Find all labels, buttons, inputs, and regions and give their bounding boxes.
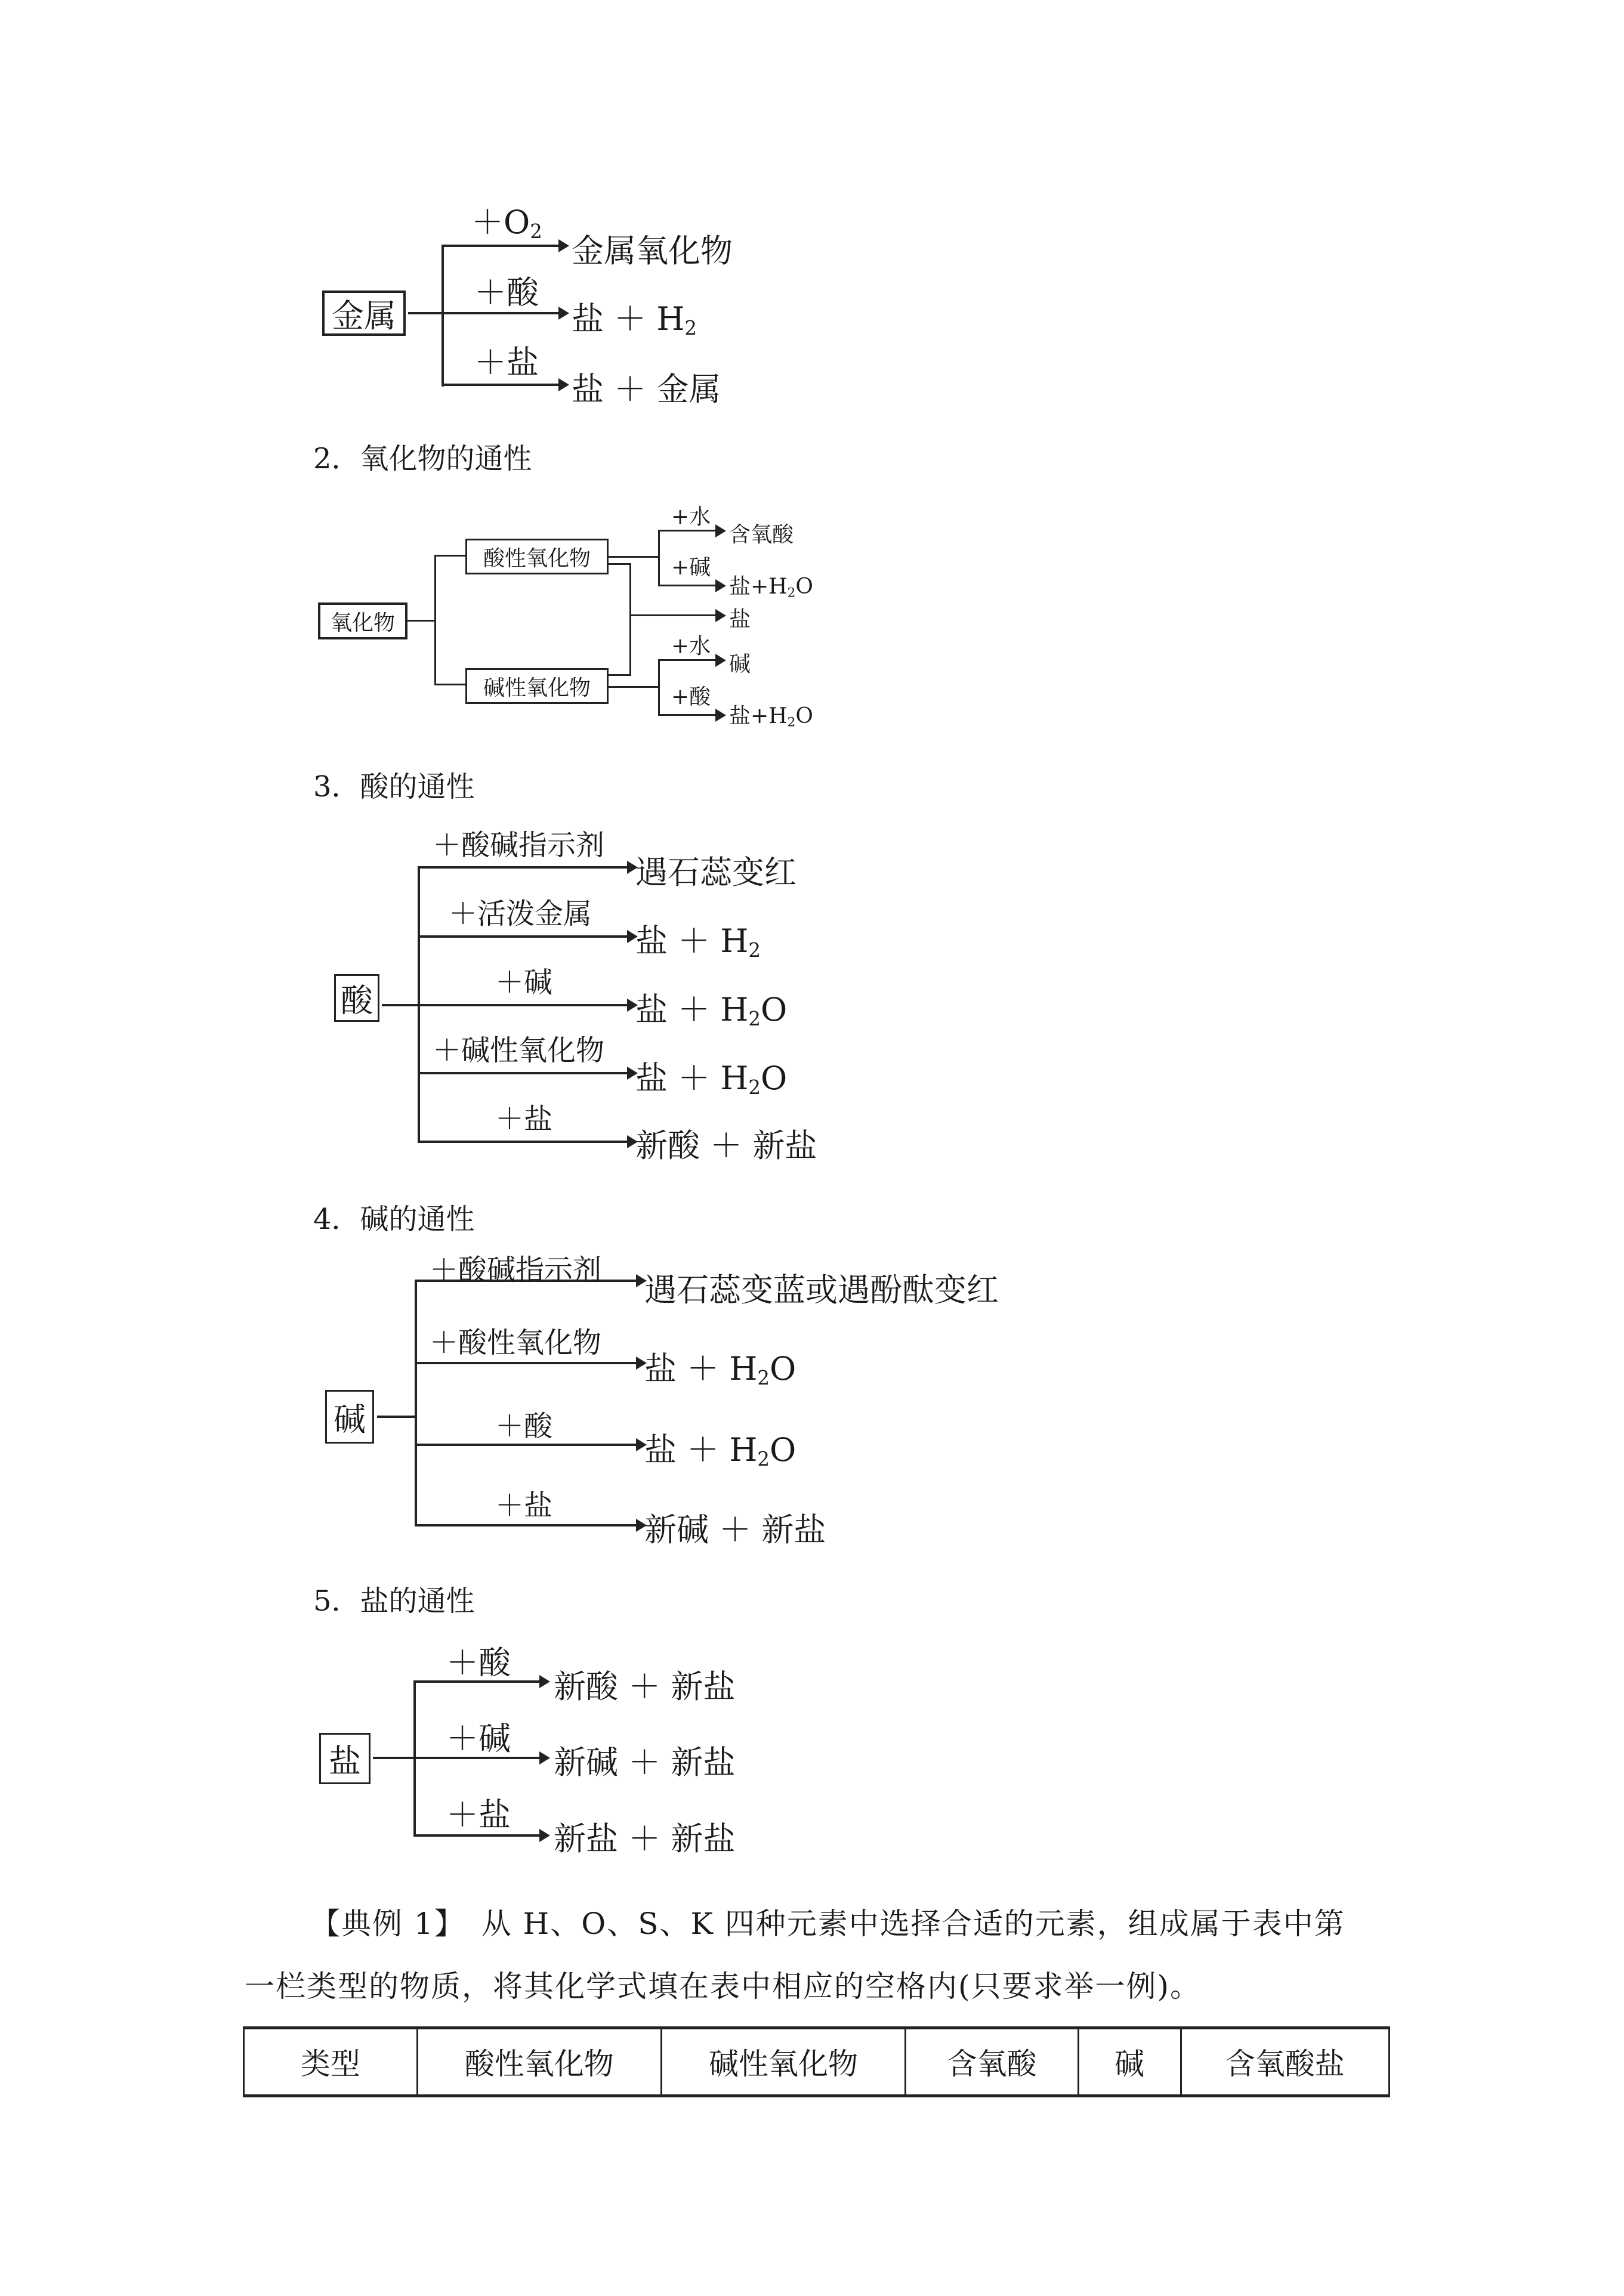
acid-arrow-4 bbox=[418, 1072, 629, 1074]
basic-stem bbox=[609, 686, 659, 688]
salt-product-3: 新盐 ＋ 新盐 bbox=[554, 1820, 736, 1858]
metal-reagent-3: ＋盐 bbox=[474, 344, 539, 381]
oxide-split-vertical bbox=[434, 555, 436, 685]
base-center-label: 碱 bbox=[334, 1400, 366, 1438]
example-line-2 bbox=[245, 1963, 1201, 2005]
base-product-1: 遇石蕊变蓝或遇酚酞变红 bbox=[644, 1271, 999, 1309]
acidic-reagent-water: +水 bbox=[671, 505, 711, 529]
acidic-product-salt-water: 盐$+H_2O$ bbox=[729, 574, 813, 601]
base-reagent-4: ＋盐 bbox=[495, 1489, 553, 1522]
acid-reagent-4: ＋碱性氧化物 bbox=[433, 1034, 605, 1067]
base-reagent-2: ＋酸性氧化物 bbox=[430, 1326, 602, 1359]
base-product-4: 新碱 ＋ 新盐 bbox=[644, 1511, 826, 1549]
mid-product-salt: 盐 bbox=[729, 607, 751, 632]
acid-reagent-3: ＋碱 bbox=[495, 966, 553, 999]
metal-center-box bbox=[322, 291, 406, 336]
acid-center-box bbox=[334, 974, 379, 1022]
table-header-oxyacid: 含氧酸 bbox=[906, 2028, 1079, 2096]
acidic-mid-connector bbox=[609, 563, 630, 565]
metal-arrow-3 bbox=[441, 384, 561, 386]
acid-center-label: 酸 bbox=[341, 981, 373, 1019]
salt-reagent-3: ＋盐 bbox=[446, 1796, 511, 1834]
acid-product-1: 遇石蕊变红 bbox=[635, 854, 796, 891]
base-stem bbox=[377, 1416, 416, 1418]
base-product-3: 盐 ＋ $H_2O$ bbox=[644, 1431, 796, 1471]
section-heading-acid: 3．酸的通性 bbox=[313, 770, 475, 804]
acid-arrow-1 bbox=[418, 866, 629, 869]
acid-reagent-5: ＋盐 bbox=[495, 1102, 553, 1136]
mid-arrow-salt bbox=[629, 614, 718, 616]
acid-stem bbox=[382, 1004, 419, 1006]
acidic-reagent-base: +碱 bbox=[671, 555, 711, 580]
acid-product-3: 盐 ＋ $H_2O$ bbox=[635, 991, 788, 1031]
base-trunk bbox=[415, 1280, 417, 1526]
metal-trunk-line bbox=[441, 245, 444, 387]
mid-vertical bbox=[629, 563, 631, 675]
metal-product-3: 盐 ＋ 金属 bbox=[572, 370, 721, 408]
salt-center-box bbox=[319, 1733, 371, 1784]
table-header-row bbox=[244, 2028, 1390, 2096]
salt-product-2: 新碱 ＋ 新盐 bbox=[554, 1744, 736, 1781]
table-header-oxysalt: 含氧酸盐 bbox=[1181, 2028, 1389, 2096]
oxide-root-box bbox=[318, 602, 407, 639]
table-header-acidic-oxide: 酸性氧化物 bbox=[417, 2028, 661, 2096]
acid-arrow-2 bbox=[418, 935, 629, 938]
example-line-1 bbox=[310, 1900, 1345, 1943]
example-tag: 【典例 1】 bbox=[310, 1906, 450, 1941]
section-heading-salt: 5．盐的通性 bbox=[313, 1584, 475, 1618]
acidic-stem bbox=[609, 556, 659, 558]
metal-center-label: 金属 bbox=[332, 296, 396, 335]
acidic-product-oxyacid: 含氧酸 bbox=[729, 523, 794, 547]
acid-reagent-1: ＋酸碱指示剂 bbox=[433, 829, 605, 862]
acid-arrow-5 bbox=[418, 1141, 629, 1143]
basic-product-salt-water: 盐$+H_2O$ bbox=[729, 704, 813, 730]
table-header-type: 类型 bbox=[244, 2028, 418, 2096]
section-heading-oxide: 2．氧化物的通性 bbox=[313, 442, 532, 475]
metal-stem-line bbox=[408, 312, 443, 314]
basic-product-base: 碱 bbox=[729, 652, 751, 676]
example-text-2: 一栏类型的物质，将其化学式填在表中相应的空格内(只要求举一例)。 bbox=[245, 1969, 1202, 2004]
base-center-box bbox=[325, 1390, 374, 1444]
metal-reagent-1: $+O_2$ bbox=[471, 203, 542, 243]
acidic-fork bbox=[658, 530, 660, 586]
oxide-root-stem bbox=[407, 620, 436, 622]
salt-product-1: 新酸 ＋ 新盐 bbox=[554, 1668, 736, 1705]
basic-reagent-water: +水 bbox=[671, 634, 711, 659]
acidic-arrow-base bbox=[658, 585, 718, 586]
salt-stem bbox=[373, 1757, 415, 1759]
salt-reagent-2: ＋碱 bbox=[446, 1720, 511, 1757]
basic-reagent-acid: +酸 bbox=[671, 685, 711, 709]
base-reagent-3: ＋酸 bbox=[495, 1410, 553, 1443]
basic-mid-connector bbox=[609, 674, 631, 676]
salt-reagent-1: ＋酸 bbox=[446, 1644, 511, 1682]
acidic-oxide-box bbox=[465, 539, 609, 574]
table-header-basic-oxide: 碱性氧化物 bbox=[661, 2028, 905, 2096]
oxide-root-label: 氧化物 bbox=[330, 610, 395, 635]
table-header-base: 碱 bbox=[1078, 2028, 1181, 2096]
acid-reagent-2: ＋活泼金属 bbox=[449, 897, 592, 931]
metal-product-2: 盐 ＋ $H_2$ bbox=[572, 300, 697, 340]
base-product-2: 盐 ＋ $H_2O$ bbox=[644, 1350, 796, 1390]
metal-arrow-1 bbox=[441, 245, 561, 247]
basic-oxide-box bbox=[465, 668, 609, 704]
metal-product-1: 金属氧化物 bbox=[572, 232, 733, 270]
oxide-to-basic bbox=[434, 684, 465, 685]
acidic-oxide-label: 酸性氧化物 bbox=[483, 546, 591, 571]
salt-center-label: 盐 bbox=[329, 1742, 361, 1780]
basic-oxide-label: 碱性氧化物 bbox=[483, 675, 591, 700]
acid-product-5: 新酸 ＋ 新盐 bbox=[635, 1127, 817, 1164]
oxide-to-acidic bbox=[434, 555, 465, 557]
acid-product-2: 盐 ＋ $H_2$ bbox=[635, 922, 761, 962]
answer-table bbox=[243, 2026, 1390, 2097]
base-arrow-2 bbox=[415, 1362, 638, 1364]
acid-arrow-3 bbox=[418, 1004, 629, 1006]
basic-arrow-acid bbox=[658, 714, 718, 716]
section-heading-base: 4．碱的通性 bbox=[313, 1203, 475, 1236]
base-reagent-1: ＋酸碱指示剂 bbox=[430, 1253, 602, 1287]
acid-product-4: 盐 ＋ $H_2O$ bbox=[635, 1059, 788, 1099]
metal-reagent-2: ＋酸 bbox=[474, 274, 539, 311]
example-text-1: 从 H、O、S、K 四种元素中选择合适的元素，组成属于表中第 bbox=[481, 1906, 1345, 1941]
base-arrow-4 bbox=[415, 1524, 638, 1526]
basic-fork bbox=[658, 659, 660, 715]
